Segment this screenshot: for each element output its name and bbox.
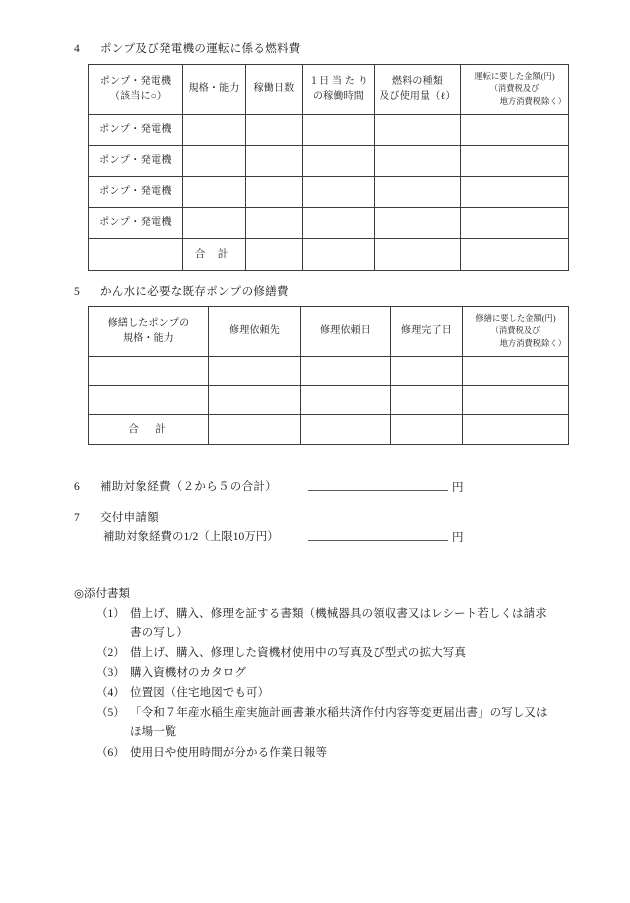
fuel-row-3-days[interactable] — [246, 177, 303, 208]
repair-total-request-date[interactable] — [301, 415, 391, 445]
fuel-row-4-days[interactable] — [246, 208, 303, 239]
header-spec: 規格・能力 — [183, 65, 246, 115]
attachment-item-5-text: 「令和７年産水稲生産実施計画書兼水稲共済作付内容等変更届出書」の写し又はほ場一覧 — [130, 707, 548, 738]
header-repair-request-date: 修理依頼日 — [301, 307, 391, 357]
section-4-title: ポンプ及び発電機の運転に係る燃料費 — [100, 43, 301, 55]
header-repair-completion-date: 修理完了日 — [391, 307, 463, 357]
repair-row-2-request-date[interactable] — [301, 386, 391, 415]
table-row — [89, 115, 569, 146]
attachment-item-1 — [96, 605, 548, 642]
section-7-subtitle: 補助対象経費の1/2（上限10万円） — [103, 531, 279, 543]
header-machine-line2: （該当に○） — [109, 90, 168, 102]
fuel-row-1-hours[interactable] — [303, 115, 375, 146]
attachment-item-6-text: 使用日や使用時間が分かる作業日報等 — [130, 747, 328, 759]
section-4-heading — [74, 40, 301, 56]
fuel-row-4-amount[interactable] — [461, 208, 569, 239]
header-repaired-pump-line2: 規格・能力 — [123, 332, 174, 344]
header-daily-hours-line2: の稼働時間 — [313, 90, 364, 102]
attachment-item-1-text: 借上げ、購入、修理を証する書類（機械器具の領収書又はレシート若しくは請求書の写し） — [130, 608, 547, 639]
section-5-title: かん水に必要な既存ポンプの修繕費 — [100, 286, 289, 298]
attachment-item-1-number: （1） — [96, 608, 125, 620]
header-daily-hours-line1: １日 当 た り — [308, 76, 369, 87]
table-row — [89, 177, 569, 208]
fuel-row-2-days[interactable] — [246, 146, 303, 177]
attachment-item-3-text: 購入資機材のカタログ — [130, 667, 246, 679]
fuel-row-3-spec[interactable] — [183, 177, 246, 208]
subsidy-cost-unit: 円 — [452, 482, 464, 494]
section-6-heading — [74, 478, 277, 494]
fuel-row-2-spec[interactable] — [183, 146, 246, 177]
repair-row-1-pump[interactable] — [89, 357, 209, 386]
table-row — [89, 386, 569, 415]
attachment-item-5-number: （5） — [96, 707, 125, 719]
fuel-total-label: 合 計 — [183, 239, 246, 271]
repair-row-1-amount[interactable] — [463, 357, 569, 386]
fuel-cost-table — [88, 64, 569, 271]
attachments-heading: ◎添付書類 — [74, 588, 131, 600]
fuel-total-row — [89, 239, 569, 271]
header-repair-amount-line1: 修繕に要した金額(円) — [475, 314, 556, 324]
section-6-number: 6 — [74, 481, 81, 493]
attachment-item-3 — [96, 664, 246, 683]
fuel-row-3-fuel[interactable] — [375, 177, 461, 208]
header-operating-amount-line1: 運転に要した金額(円) — [474, 72, 555, 82]
fuel-row-3-amount[interactable] — [461, 177, 569, 208]
fuel-row-1-spec[interactable] — [183, 115, 246, 146]
fuel-row-4-spec[interactable] — [183, 208, 246, 239]
repair-row-2-completion-date[interactable] — [391, 386, 463, 415]
repair-table-header-row — [89, 307, 569, 357]
application-amount-unit: 円 — [452, 532, 464, 544]
repair-row-2-contractor[interactable] — [209, 386, 301, 415]
fuel-row-2-machine: ポンプ・発電機 — [89, 146, 183, 177]
attachment-item-6 — [96, 744, 327, 763]
header-repair-amount — [463, 307, 569, 357]
fuel-total-fuel[interactable] — [375, 239, 461, 271]
header-fuel-type — [375, 65, 461, 115]
attachment-item-4 — [96, 684, 269, 703]
header-operating-amount-line3: 地方消費税除く） — [499, 96, 566, 106]
header-repair-amount-line2: （消費税及び — [490, 326, 541, 336]
fuel-row-1-machine: ポンプ・発電機 — [89, 115, 183, 146]
repair-row-2-pump[interactable] — [89, 386, 209, 415]
fuel-row-2-amount[interactable] — [461, 146, 569, 177]
fuel-row-3-hours[interactable] — [303, 177, 375, 208]
attachment-item-2-text: 借上げ、購入、修理した資機材使用中の写真及び型式の拡大写真 — [130, 647, 466, 659]
header-operating-amount-line2: （消費税及び — [489, 84, 540, 94]
header-repaired-pump-line1: 修繕したポンプの — [107, 318, 190, 329]
repair-row-2-amount[interactable] — [463, 386, 569, 415]
fuel-row-1-days[interactable] — [246, 115, 303, 146]
repair-total-completion-date[interactable] — [391, 415, 463, 445]
attachment-item-2 — [96, 644, 466, 663]
application-amount-input[interactable] — [308, 528, 448, 541]
attachment-item-4-number: （4） — [96, 687, 125, 699]
header-machine-line1: ポンプ・発電機 — [99, 76, 172, 87]
repair-total-contractor[interactable] — [209, 415, 301, 445]
subsidy-cost-amount-row — [308, 478, 464, 495]
subsidy-cost-input[interactable] — [308, 478, 448, 491]
header-fuel-type-line2: 及び使用量（ℓ） — [379, 90, 456, 102]
header-daily-hours — [303, 65, 375, 115]
fuel-row-3-machine: ポンプ・発電機 — [89, 177, 183, 208]
fuel-row-2-fuel[interactable] — [375, 146, 461, 177]
repair-row-1-request-date[interactable] — [301, 357, 391, 386]
fuel-row-4-machine: ポンプ・発電機 — [89, 208, 183, 239]
table-row — [89, 208, 569, 239]
fuel-row-4-hours[interactable] — [303, 208, 375, 239]
fuel-row-2-hours[interactable] — [303, 146, 375, 177]
attachment-item-3-number: （3） — [96, 667, 125, 679]
header-operating-amount — [461, 65, 569, 115]
attachment-item-6-number: （6） — [96, 747, 125, 759]
fuel-row-1-amount[interactable] — [461, 115, 569, 146]
fuel-total-hours[interactable] — [303, 239, 375, 271]
fuel-row-4-fuel[interactable] — [375, 208, 461, 239]
repair-total-amount[interactable] — [463, 415, 569, 445]
header-repair-contractor: 修理依頼先 — [209, 307, 301, 357]
repair-cost-table — [88, 306, 569, 445]
fuel-total-days[interactable] — [246, 239, 303, 271]
application-amount-row — [308, 528, 464, 545]
header-repair-amount-line3: 地方消費税除く） — [499, 338, 566, 348]
repair-total-row — [89, 415, 569, 445]
repair-row-1-completion-date[interactable] — [391, 357, 463, 386]
fuel-table-header-row — [89, 65, 569, 115]
header-operating-days: 稼働日数 — [246, 65, 303, 115]
section-7-number: 7 — [74, 512, 81, 524]
section-7-heading — [74, 509, 159, 525]
repair-row-1-contractor[interactable] — [209, 357, 301, 386]
fuel-row-1-fuel[interactable] — [375, 115, 461, 146]
header-fuel-type-line1: 燃料の種類 — [392, 76, 443, 87]
section-7-title: 交付申請額 — [100, 512, 159, 524]
attachment-item-2-number: （2） — [96, 647, 125, 659]
header-machine — [89, 65, 183, 115]
section-5-heading — [74, 283, 289, 299]
section-4-number: 4 — [74, 43, 81, 55]
section-5-number: 5 — [74, 286, 81, 298]
table-row — [89, 146, 569, 177]
repair-total-label: 合 計 — [89, 415, 209, 445]
table-row — [89, 357, 569, 386]
header-repaired-pump — [89, 307, 209, 357]
fuel-total-spacer — [89, 239, 183, 271]
section-6-title: 補助対象経費（２から５の合計） — [100, 481, 277, 493]
fuel-total-amount[interactable] — [461, 239, 569, 271]
attachment-item-4-text: 位置図（住宅地図でも可） — [130, 687, 270, 699]
attachment-item-5 — [96, 704, 548, 741]
